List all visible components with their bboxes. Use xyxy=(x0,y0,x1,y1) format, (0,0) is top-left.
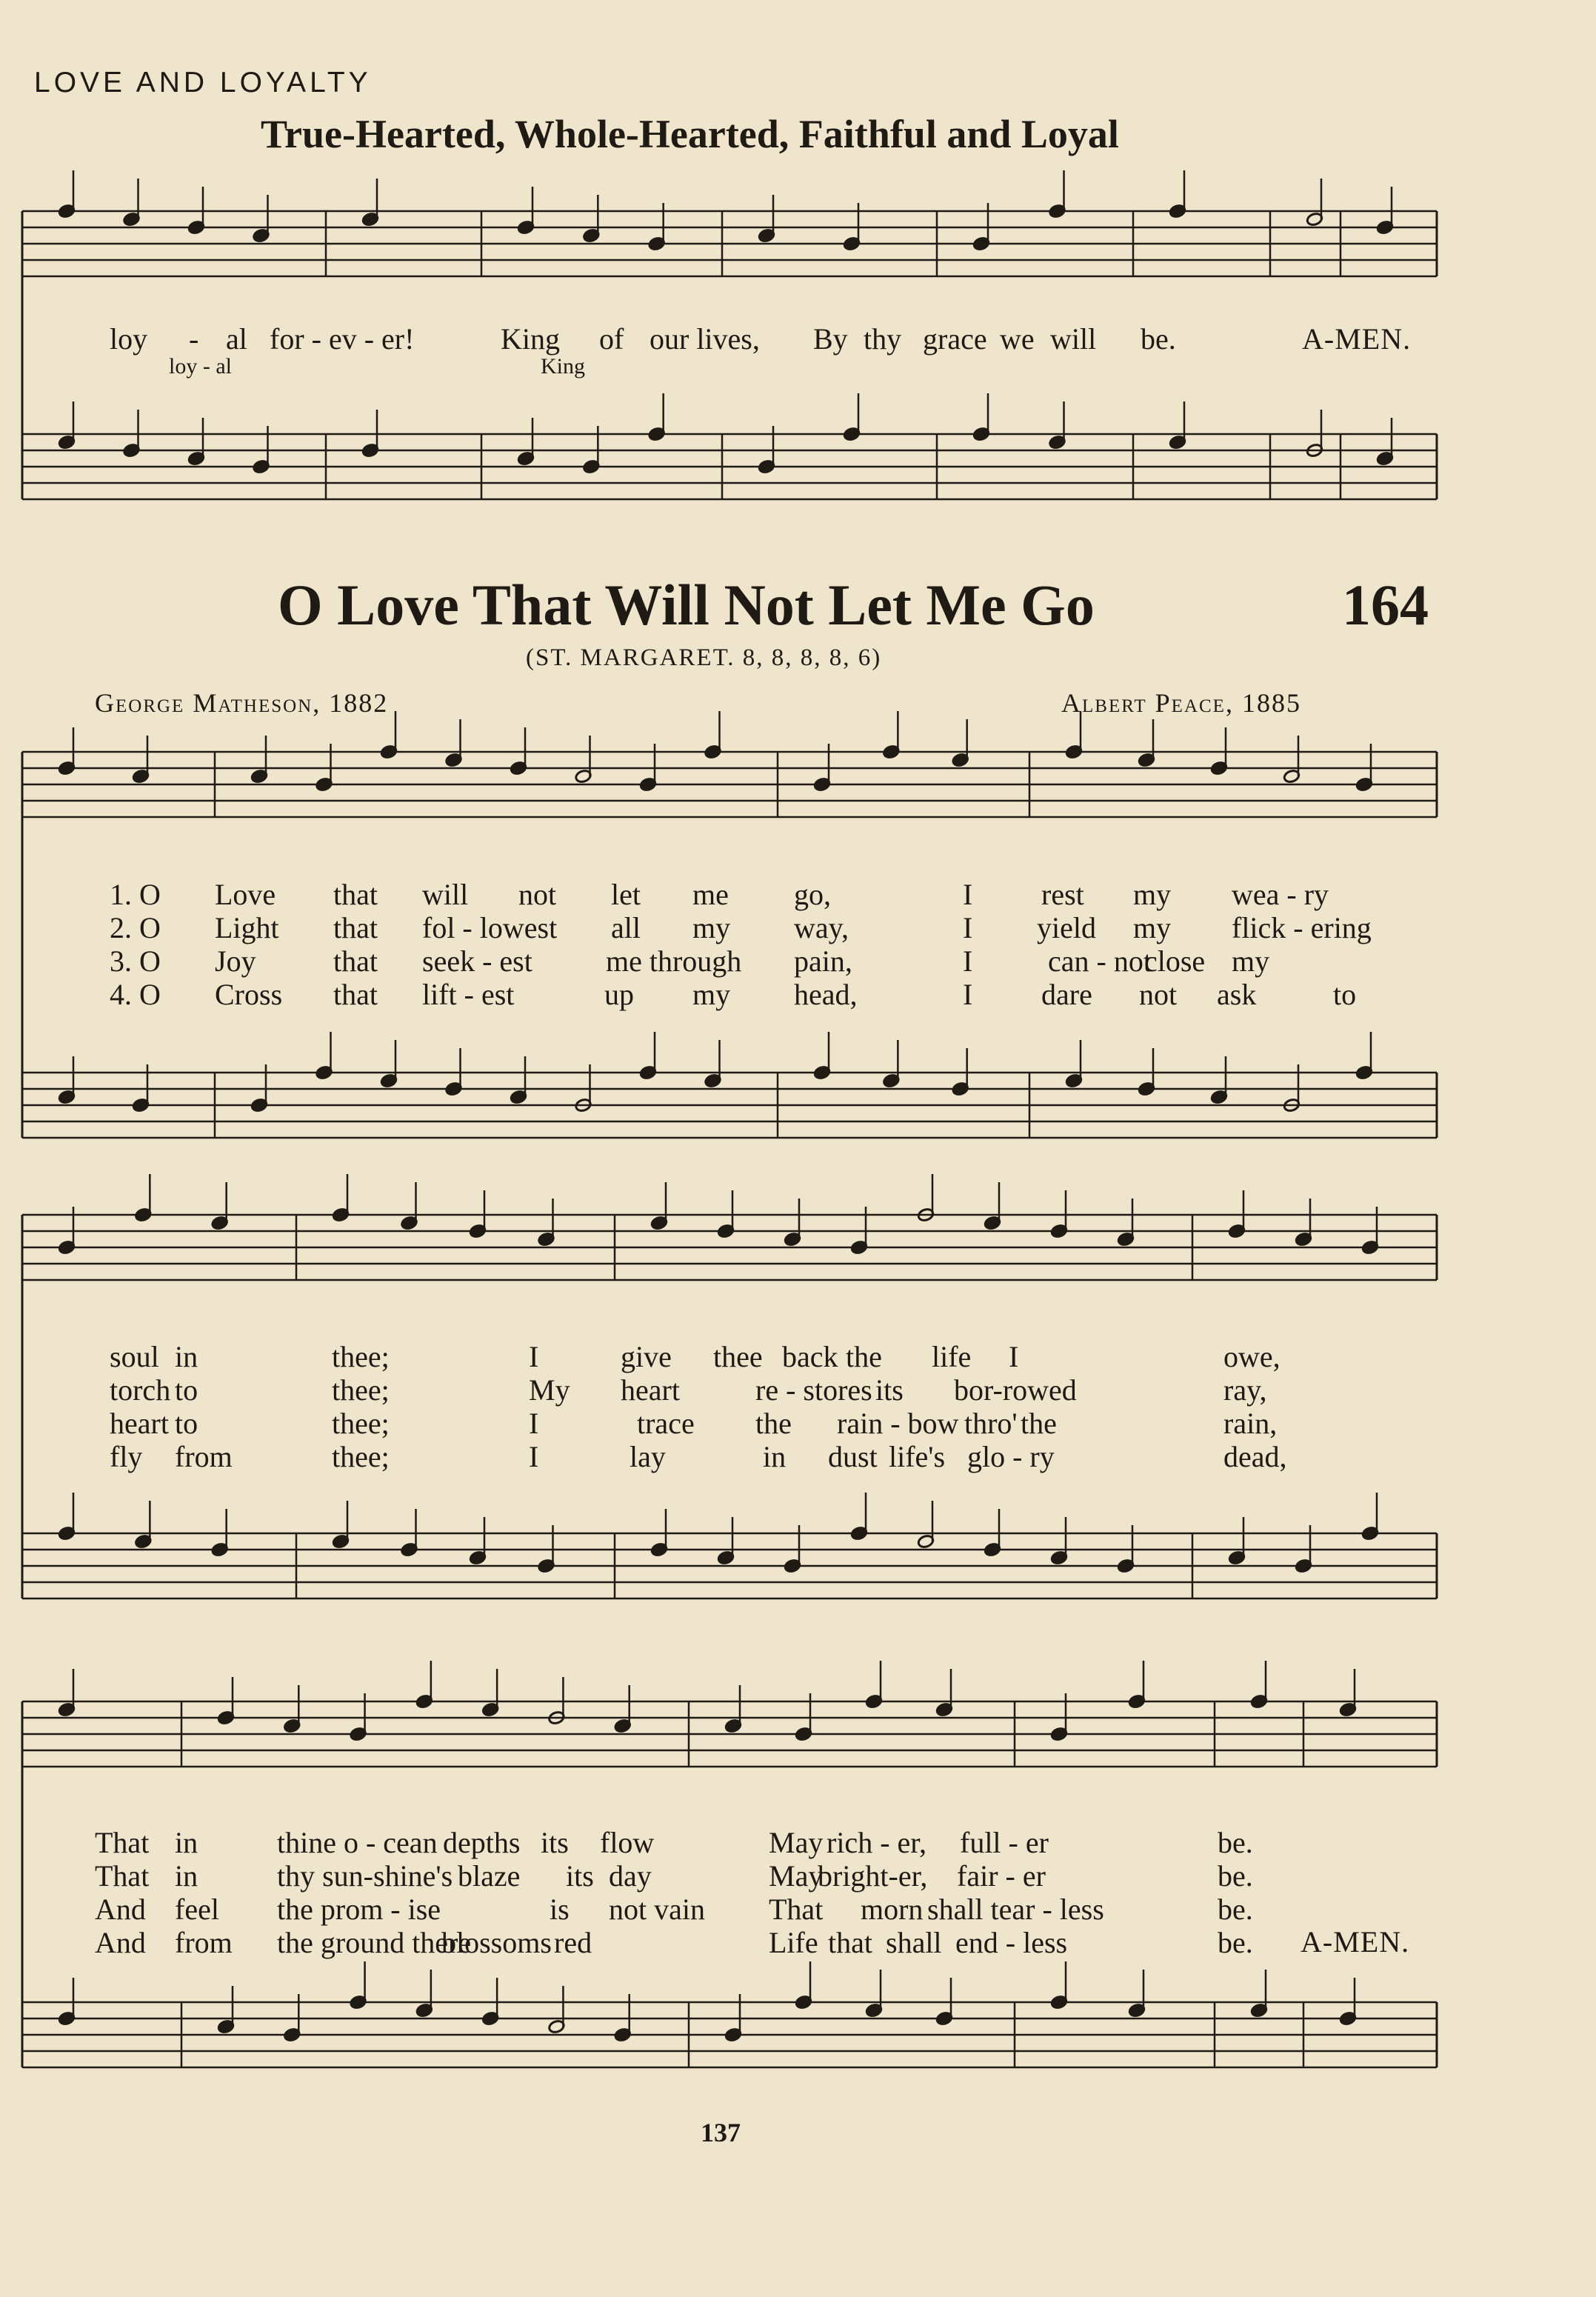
prev-lyric-2: - xyxy=(189,322,199,356)
system3-verse-4-word: Life xyxy=(769,1926,818,1959)
system3-verse-2-word: thy sun-shine's xyxy=(277,1859,453,1893)
system3-verse-4-word: from xyxy=(175,1926,233,1959)
system2-verse-2-word: ray, xyxy=(1223,1373,1267,1407)
system3-verse-3-word: be. xyxy=(1218,1893,1253,1926)
system2-verse-3-word: the xyxy=(1021,1407,1057,1440)
system1-verse-3-word: that xyxy=(333,944,378,978)
system1-verse-2-word: flick - ering xyxy=(1232,911,1372,944)
system1-verse-4-word: lift - est xyxy=(422,978,515,1011)
system1-verse-3-word: can - not xyxy=(1048,944,1152,978)
system1-verse-4-word: to xyxy=(1333,978,1357,1011)
system2-verse-1-word: the xyxy=(846,1340,882,1373)
system2-verse-3-word: thro' xyxy=(964,1407,1018,1440)
system1-verse-2-word: Light xyxy=(215,911,279,944)
prev-lyric-12: will xyxy=(1050,322,1097,356)
system1-verse-4-word: 4. O xyxy=(110,978,161,1011)
system3-verse-3-word: feel xyxy=(175,1893,219,1926)
previous-hymn-title: True-Hearted, Whole-Hearted, Faithful and Loyal xyxy=(261,112,1119,156)
system3-verse-2-word: fair - er xyxy=(957,1859,1046,1893)
system3-verse-3-word: And xyxy=(95,1893,146,1926)
system2-verse-3-word: I xyxy=(529,1407,539,1440)
system1-verse-2-word: that xyxy=(333,911,378,944)
system3-verse-4-word: And xyxy=(95,1926,146,1959)
system1-verse-3-word: seek - est xyxy=(422,944,532,978)
system3-verse-2-word: bright-er, xyxy=(818,1859,928,1893)
system3-verse-1-word: That xyxy=(95,1826,150,1859)
system2-verse-1-word: owe, xyxy=(1223,1340,1281,1373)
system1-verse-4-word: not xyxy=(1139,978,1178,1011)
system1-verse-2-word: I xyxy=(963,911,973,944)
system1-verse-1-word: Love xyxy=(215,878,276,911)
system3-verse-1-word: in xyxy=(175,1826,198,1859)
system1-verse-4-word: up xyxy=(604,978,634,1011)
prev-echo-2: King xyxy=(541,354,585,379)
system3-verse-3-word: the prom - ise xyxy=(277,1893,441,1926)
system2-verse-1-word: give xyxy=(621,1340,672,1373)
tune-name: (ST. MARGARET. 8, 8, 8, 8, 6) xyxy=(526,644,882,671)
system1-verse-1-word: that xyxy=(333,878,378,911)
prev-lyric-7: our lives, xyxy=(650,322,760,356)
system1-verse-4-word: that xyxy=(333,978,378,1011)
system1-verse-3-word: 3. O xyxy=(110,944,161,978)
system2-verse-1-word: soul xyxy=(110,1340,159,1373)
system2-verse-2-word: to xyxy=(175,1373,198,1407)
system3-verse-4-word: the ground there xyxy=(277,1926,472,1959)
prev-lyric-9: thy xyxy=(864,322,902,356)
system1-verse-3-word: me through xyxy=(606,944,742,978)
prev-lyric-6: of xyxy=(599,322,624,356)
system3-verse-3-word: morn xyxy=(861,1893,924,1926)
system3-verse-2-word: in xyxy=(175,1859,198,1893)
system2-verse-1-word: back xyxy=(782,1340,838,1373)
prev-lyric-13: be. xyxy=(1141,322,1176,356)
system1-verse-1-word: 1. O xyxy=(110,878,161,911)
system2-verse-2-word: re - stores xyxy=(755,1373,872,1407)
system1-verse-3-word: pain, xyxy=(794,944,852,978)
composer: Albert Peace, 1885 xyxy=(1061,688,1301,718)
system1-verse-3-word: Joy xyxy=(215,944,256,978)
system3-verse-2-word: be. xyxy=(1218,1859,1253,1893)
system1-verse-2-word: way, xyxy=(794,911,849,944)
system1-verse-4-word: Cross xyxy=(215,978,283,1011)
system1-verse-4-word: I xyxy=(963,978,973,1011)
system3-verse-2-word: blaze xyxy=(458,1859,521,1893)
system1-verse-4-word: ask xyxy=(1217,978,1257,1011)
hymn-title: O Love That Will Not Let Me Go xyxy=(278,573,1095,637)
system3-verse-3-word: not vain xyxy=(609,1893,705,1926)
system3-verse-1-word: be. xyxy=(1218,1826,1253,1859)
system2-verse-2-word: bor-rowed xyxy=(954,1373,1077,1407)
system3-verse-2-word: its xyxy=(566,1859,594,1893)
system2-verse-4-word: fly xyxy=(110,1440,143,1473)
system2-verse-4-word: I xyxy=(529,1440,539,1473)
system1-verse-2-word: my xyxy=(692,911,731,944)
system2-verse-3-word: the xyxy=(755,1407,792,1440)
system3-verse-1-word: thine o - cean xyxy=(277,1826,438,1859)
system3-verse-3-word: That xyxy=(769,1893,824,1926)
system3-verse-1-word: rich - er, xyxy=(827,1826,926,1859)
system2-verse-3-word: rain, xyxy=(1223,1407,1278,1440)
system1-verse-1-word: wea - ry xyxy=(1232,878,1329,911)
system3-verse-2-word: day xyxy=(609,1859,652,1893)
system3-verse-4-word: that xyxy=(828,1926,872,1959)
system2-verse-3-word: rain - bow xyxy=(837,1407,959,1440)
system2-verse-1-word: thee; xyxy=(332,1340,390,1373)
prev-lyric-10: grace xyxy=(923,322,987,356)
system2-verse-2-word: heart xyxy=(621,1373,680,1407)
system1-verse-3-word: my xyxy=(1232,944,1270,978)
system3-verse-1-word: flow xyxy=(600,1826,655,1859)
system1-verse-1-word: will xyxy=(422,878,469,911)
amen-label: A-MEN. xyxy=(1300,1925,1410,1958)
system1-verse-1-word: my xyxy=(1133,878,1172,911)
system3-verse-4-word: be. xyxy=(1218,1926,1253,1959)
system2-verse-2-word: its xyxy=(875,1373,904,1407)
system2-verse-4-word: dust xyxy=(828,1440,878,1473)
system1-verse-3-word: I xyxy=(963,944,973,978)
prev-lyric-5: King xyxy=(501,322,560,356)
system3-verse-4-word: shall xyxy=(886,1926,942,1959)
system2-verse-4-word: from xyxy=(175,1440,233,1473)
system1-verse-2-word: all xyxy=(611,911,641,944)
section-heading: LOVE AND LOYALTY xyxy=(34,67,372,99)
system2-verse-1-word: thee xyxy=(713,1340,763,1373)
system2-verse-3-word: heart xyxy=(110,1407,169,1440)
hymn-number: 164 xyxy=(1342,573,1429,637)
prev-echo-1: loy - al xyxy=(169,354,232,379)
system3-verse-4-word: blossoms xyxy=(441,1926,552,1959)
system3-verse-2-word: May xyxy=(769,1859,824,1893)
system2-verse-3-word: to xyxy=(175,1407,198,1440)
author: George Matheson, 1882 xyxy=(95,688,389,718)
system3-verse-2-word: That xyxy=(95,1859,150,1893)
system3-verse-3-word: is xyxy=(550,1893,570,1926)
system2-verse-2-word: thee; xyxy=(332,1373,390,1407)
system3-verse-4-word: end - less xyxy=(955,1926,1068,1959)
system1-verse-1-word: rest xyxy=(1041,878,1084,911)
prev-lyric-8: By xyxy=(813,322,848,356)
prev-lyric-1: loy xyxy=(110,322,148,356)
system1-verse-1-word: let xyxy=(611,878,641,911)
system1-verse-2-word: 2. O xyxy=(110,911,161,944)
system1-verse-2-word: yield xyxy=(1037,911,1096,944)
system1-verse-4-word: head, xyxy=(794,978,858,1011)
system2-verse-4-word: lay xyxy=(630,1440,666,1473)
system2-verse-4-word: glo - ry xyxy=(967,1440,1055,1473)
prev-lyric-4: for - ev - er! xyxy=(270,322,415,356)
system3-verse-1-word: depths xyxy=(443,1826,521,1859)
system1-verse-3-word: close xyxy=(1144,944,1206,978)
system1-verse-2-word: fol - lowest xyxy=(422,911,558,944)
system2-verse-4-word: thee; xyxy=(332,1440,390,1473)
system3-verse-1-word: full - er xyxy=(960,1826,1049,1859)
page-number: 137 xyxy=(701,2118,741,2147)
system2-verse-1-word: I xyxy=(1009,1340,1019,1373)
prev-lyric-3: al xyxy=(226,322,247,356)
system1-verse-4-word: dare xyxy=(1041,978,1092,1011)
system1-verse-4-word: my xyxy=(692,978,731,1011)
system1-verse-1-word: I xyxy=(963,878,973,911)
system3-verse-3-word: shall tear - less xyxy=(927,1893,1104,1926)
system3-verse-1-word: its xyxy=(541,1826,569,1859)
system1-verse-1-word: me xyxy=(692,878,729,911)
system2-verse-3-word: trace xyxy=(637,1407,695,1440)
system1-verse-1-word: go, xyxy=(794,878,831,911)
system2-verse-1-word: life xyxy=(932,1340,972,1373)
system3-verse-4-word: red xyxy=(554,1926,592,1959)
system2-verse-3-word: thee; xyxy=(332,1407,390,1440)
system2-verse-4-word: in xyxy=(763,1440,787,1473)
system2-verse-2-word: My xyxy=(529,1373,570,1407)
system3-verse-1-word: May xyxy=(769,1826,824,1859)
system1-verse-1-word: not xyxy=(518,878,557,911)
system2-verse-2-word: torch xyxy=(110,1373,171,1407)
prev-lyric-11: we xyxy=(1000,322,1035,356)
prev-amen: A-MEN. xyxy=(1302,322,1412,356)
system2-verse-4-word: dead, xyxy=(1223,1440,1287,1473)
system2-verse-1-word: in xyxy=(175,1340,198,1373)
system1-verse-2-word: my xyxy=(1133,911,1172,944)
system2-verse-1-word: I xyxy=(529,1340,539,1373)
system2-verse-4-word: life's xyxy=(889,1440,946,1473)
